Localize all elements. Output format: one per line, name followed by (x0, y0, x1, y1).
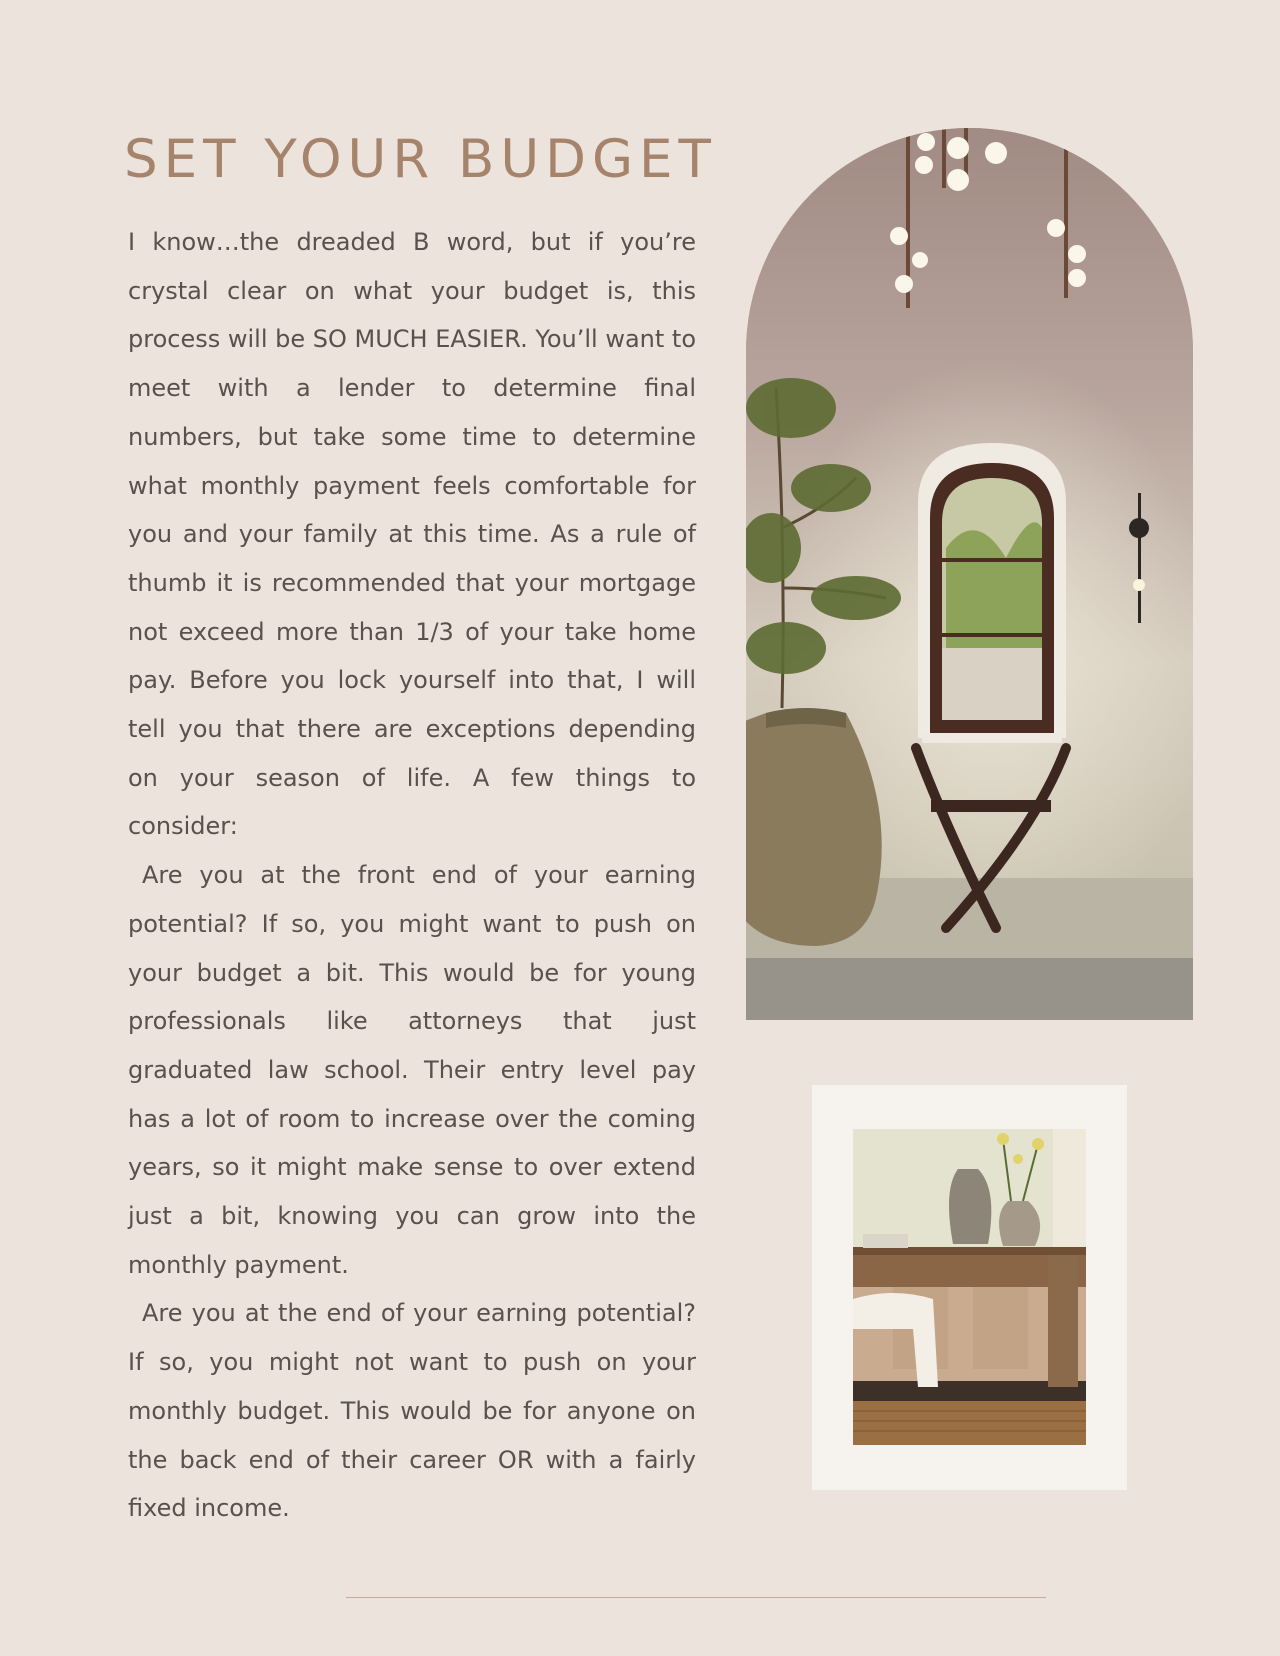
page-title: SET YOUR BUDGET (124, 129, 717, 190)
console-table-photo (853, 1129, 1086, 1445)
intro-paragraph: I know…the dreaded B word, but if you’re crystal clear on what your budget is, this process will be SO MUCH EASIER. You’ll want to meet with a lender to determine final numbers, but take some time to determine what monthly payment feels comfortable for you and your family at this time. As a rule of thumb it is recommended that your mortgage not exceed more than 1/3 of your take home pay. Before you lock yourself into that, I will tell you that there are exceptions depending on your season of life. A few things to consider: (128, 228, 696, 841)
framed-photo (812, 1085, 1127, 1490)
consideration-paragraph-1: Are you at the front end of your earning potential? If so, you might want to push on your budget a bit. This would be for young professionals like attorneys that just graduated law school. Their entry level pay has a lot of room to increase over the coming years, so it might make sense to over extend just a bit, knowing you can grow into the monthly payment. (128, 861, 696, 1279)
body-text (128, 218, 696, 1533)
footer-divider (346, 1597, 1046, 1598)
consideration-paragraph-2: Are you at the end of your earning potential? If so, you might not want to push on your monthly budget. This would be for anyone on the back end of their career OR with a fairly fixed income. (128, 1299, 696, 1523)
arched-interior-photo (746, 128, 1193, 1020)
